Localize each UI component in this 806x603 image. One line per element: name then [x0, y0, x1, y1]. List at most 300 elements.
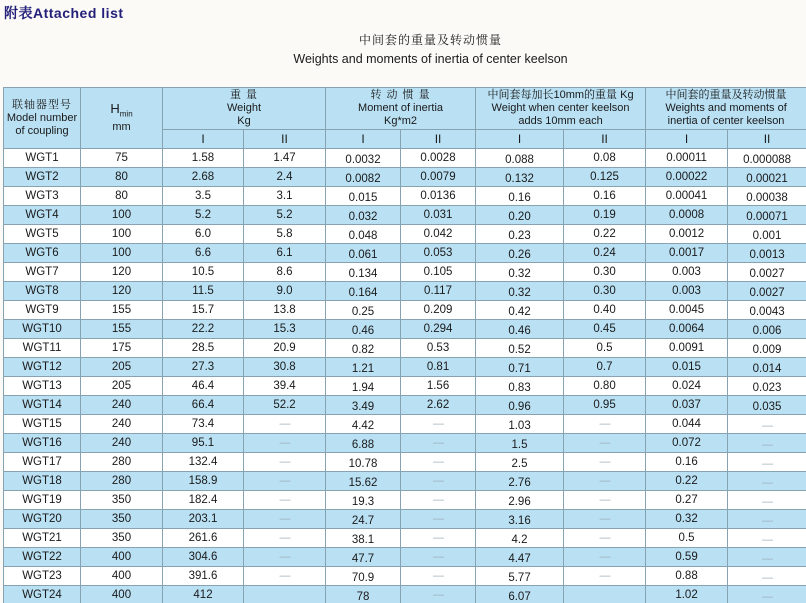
model-cell: WGT1: [4, 149, 81, 168]
tenmm-2-cell: —: [564, 529, 646, 548]
moment-2-cell: 0.053: [401, 244, 476, 263]
weight-2-cell: 3.1: [244, 187, 326, 206]
tenmm-2-cell: —: [564, 567, 646, 586]
weight-2-cell: 13.8: [244, 301, 326, 320]
hmin-cell: 80: [81, 187, 163, 206]
table-title-block: [0, 31, 806, 66]
keelson-1-cell: 0.59: [646, 548, 728, 567]
table-row: [4, 377, 806, 396]
moment-2-cell: —: [401, 491, 476, 510]
header-keelson: [646, 88, 806, 130]
weight-1-cell: 95.1: [163, 434, 244, 453]
moment-2-cell: 2.62: [401, 396, 476, 415]
subheader-tenmm-1: I: [476, 130, 564, 149]
keelson-1-cell: 0.003: [646, 282, 728, 301]
moment-1-cell: 0.164: [326, 282, 401, 301]
table-row: [4, 567, 806, 586]
tenmm-1-cell: 0.26: [476, 244, 564, 263]
header-tenmm-en1: Weight when center keelson: [491, 102, 630, 114]
keelson-1-cell: 1.02: [646, 586, 728, 603]
tenmm-1-cell: 0.32: [476, 263, 564, 282]
moment-1-cell: 15.62: [326, 472, 401, 491]
weight-1-cell: 46.4: [163, 377, 244, 396]
tenmm-1-cell: 2.76: [476, 472, 564, 491]
tenmm-2-cell: 0.5: [564, 339, 646, 358]
moment-1-cell: 24.7: [326, 510, 401, 529]
keelson-2-cell: —: [728, 434, 806, 453]
tenmm-1-cell: 0.42: [476, 301, 564, 320]
keelson-2-cell: 0.006: [728, 320, 806, 339]
table-row: [4, 529, 806, 548]
hmin-cell: 240: [81, 415, 163, 434]
table-row: [4, 168, 806, 187]
keelson-1-cell: 0.0091: [646, 339, 728, 358]
weight-1-cell: 6.0: [163, 225, 244, 244]
moment-1-cell: 0.032: [326, 206, 401, 225]
moment-2-cell: 0.209: [401, 301, 476, 320]
tenmm-2-cell: —: [564, 491, 646, 510]
hmin-cell: 240: [81, 434, 163, 453]
moment-2-cell: 0.042: [401, 225, 476, 244]
table-header: [4, 88, 806, 149]
moment-2-cell: 1.56: [401, 377, 476, 396]
tenmm-1-cell: 1.5: [476, 434, 564, 453]
model-cell: WGT17: [4, 453, 81, 472]
tenmm-2-cell: 0.95: [564, 396, 646, 415]
keelson-2-cell: —: [728, 586, 806, 603]
subheader-moment-2: II: [401, 130, 476, 149]
table-row: [4, 358, 806, 377]
weight-2-cell: 5.8: [244, 225, 326, 244]
tenmm-2-cell: —: [564, 472, 646, 491]
keelson-1-cell: 0.0008: [646, 206, 728, 225]
tenmm-2-cell: —: [564, 434, 646, 453]
weight-2-cell: —: [244, 472, 326, 491]
moment-2-cell: —: [401, 548, 476, 567]
page-title: 附表Attached list: [4, 5, 124, 21]
keelson-1-cell: 0.0064: [646, 320, 728, 339]
weight-1-cell: 27.3: [163, 358, 244, 377]
tenmm-2-cell: 0.40: [564, 301, 646, 320]
weight-1-cell: 66.4: [163, 396, 244, 415]
header-weight-zh: 重 量: [229, 89, 259, 101]
tenmm-1-cell: 0.52: [476, 339, 564, 358]
weight-2-cell: 52.2: [244, 396, 326, 415]
table-row: [4, 339, 806, 358]
header-weight-en: Weight: [226, 102, 262, 114]
tenmm-2-cell: 0.24: [564, 244, 646, 263]
moment-2-cell: —: [401, 453, 476, 472]
model-cell: WGT19: [4, 491, 81, 510]
header-moment-zh: 转 动 惯 量: [370, 89, 431, 101]
keelson-2-cell: —: [728, 491, 806, 510]
keelson-1-cell: 0.16: [646, 453, 728, 472]
weight-1-cell: 28.5: [163, 339, 244, 358]
header-hmin: [81, 88, 163, 149]
header-keelson-zh: 中间套的重量及转动惯量: [665, 89, 787, 101]
moment-1-cell: 6.88: [326, 434, 401, 453]
keelson-2-cell: 0.014: [728, 358, 806, 377]
tenmm-1-cell: 0.132: [476, 168, 564, 187]
weight-2-cell: —: [244, 510, 326, 529]
header-tenmm: [476, 88, 646, 130]
tenmm-1-cell: 5.77: [476, 567, 564, 586]
table-row: [4, 434, 806, 453]
model-cell: WGT9: [4, 301, 81, 320]
keelson-2-cell: —: [728, 510, 806, 529]
moment-2-cell: 0.81: [401, 358, 476, 377]
moment-2-cell: 0.117: [401, 282, 476, 301]
tenmm-2-cell: 0.22: [564, 225, 646, 244]
subheader-weight-2: II: [244, 130, 326, 149]
hmin-cell: 100: [81, 244, 163, 263]
hmin-cell: 75: [81, 149, 163, 168]
keelson-1-cell: 0.00011: [646, 149, 728, 168]
tenmm-1-cell: 2.96: [476, 491, 564, 510]
weight-1-cell: 391.6: [163, 567, 244, 586]
model-cell: WGT24: [4, 586, 81, 603]
keelson-1-cell: 0.0017: [646, 244, 728, 263]
keelson-2-cell: 0.001: [728, 225, 806, 244]
model-cell: WGT16: [4, 434, 81, 453]
tenmm-2-cell: —: [564, 415, 646, 434]
moment-1-cell: 0.048: [326, 225, 401, 244]
keelson-1-cell: 0.072: [646, 434, 728, 453]
model-cell: WGT5: [4, 225, 81, 244]
tenmm-1-cell: 0.16: [476, 187, 564, 206]
model-cell: WGT8: [4, 282, 81, 301]
keelson-2-cell: —: [728, 548, 806, 567]
tenmm-1-cell: 0.96: [476, 396, 564, 415]
hmin-cell: 280: [81, 453, 163, 472]
weight-1-cell: 203.1: [163, 510, 244, 529]
keelson-2-cell: 0.000088: [728, 149, 806, 168]
header-moment: [326, 88, 476, 130]
tenmm-2-cell: 0.80: [564, 377, 646, 396]
header-model: [4, 88, 81, 149]
tenmm-1-cell: 0.83: [476, 377, 564, 396]
keelson-2-cell: —: [728, 415, 806, 434]
tenmm-2-cell: 0.7: [564, 358, 646, 377]
weight-2-cell: 39.4: [244, 377, 326, 396]
moment-1-cell: 19.3: [326, 491, 401, 510]
weight-1-cell: 22.2: [163, 320, 244, 339]
subheader-keelson-2: II: [728, 130, 806, 149]
weight-2-cell: 2.4: [244, 168, 326, 187]
table-title-zh: 中间套的重量及转动惯量: [358, 33, 502, 47]
header-moment-en: Moment of inertia: [358, 102, 444, 114]
keelson-2-cell: 0.035: [728, 396, 806, 415]
keelson-1-cell: 0.27: [646, 491, 728, 510]
weight-1-cell: 158.9: [163, 472, 244, 491]
moment-2-cell: 0.294: [401, 320, 476, 339]
weight-1-cell: 3.5: [163, 187, 244, 206]
weight-2-cell: 9.0: [244, 282, 326, 301]
hmin-cell: 80: [81, 168, 163, 187]
tenmm-1-cell: 3.16: [476, 510, 564, 529]
hmin-cell: 400: [81, 586, 163, 603]
model-cell: WGT6: [4, 244, 81, 263]
moment-1-cell: 0.25: [326, 301, 401, 320]
header-model-en1: Model number: [6, 111, 78, 124]
moment-2-cell: 0.105: [401, 263, 476, 282]
tenmm-2-cell: —: [564, 510, 646, 529]
moment-1-cell: 0.015: [326, 187, 401, 206]
moment-1-cell: 0.134: [326, 263, 401, 282]
weight-1-cell: 261.6: [163, 529, 244, 548]
moment-2-cell: —: [401, 415, 476, 434]
weight-1-cell: 15.7: [163, 301, 244, 320]
weight-1-cell: 5.2: [163, 206, 244, 225]
model-cell: WGT3: [4, 187, 81, 206]
weight-1-cell: 182.4: [163, 491, 244, 510]
weight-2-cell: —: [244, 529, 326, 548]
keelson-2-cell: 0.0043: [728, 301, 806, 320]
table-row: [4, 491, 806, 510]
keelson-2-cell: 0.00071: [728, 206, 806, 225]
weight-1-cell: 10.5: [163, 263, 244, 282]
keelson-2-cell: 0.00021: [728, 168, 806, 187]
tenmm-1-cell: 0.32: [476, 282, 564, 301]
tenmm-2-cell: 0.08: [564, 149, 646, 168]
tenmm-2-cell: 0.125: [564, 168, 646, 187]
table-row: [4, 187, 806, 206]
tenmm-1-cell: 0.23: [476, 225, 564, 244]
moment-1-cell: 47.7: [326, 548, 401, 567]
tenmm-2-cell: —: [564, 548, 646, 567]
tenmm-2-cell: 0.45: [564, 320, 646, 339]
tenmm-2-cell: 0.30: [564, 263, 646, 282]
keelson-1-cell: 0.5: [646, 529, 728, 548]
hmin-cell: 350: [81, 510, 163, 529]
moment-1-cell: 1.94: [326, 377, 401, 396]
weight-2-cell: 15.3: [244, 320, 326, 339]
model-cell: WGT10: [4, 320, 81, 339]
header-group-row: [4, 88, 806, 130]
h-unit: mm: [112, 120, 131, 133]
moment-1-cell: 78: [326, 586, 401, 603]
header-moment-unit: Kg*m2: [384, 115, 418, 127]
keelson-1-cell: 0.00022: [646, 168, 728, 187]
weight-1-cell: 73.4: [163, 415, 244, 434]
moment-1-cell: 0.46: [326, 320, 401, 339]
hmin-cell: 175: [81, 339, 163, 358]
model-cell: WGT12: [4, 358, 81, 377]
header-model-zh: 联轴器型号: [12, 98, 72, 111]
tenmm-2-cell: —: [564, 453, 646, 472]
keelson-1-cell: 0.044: [646, 415, 728, 434]
weight-1-cell: 11.5: [163, 282, 244, 301]
hmin-cell: 350: [81, 529, 163, 548]
weight-2-cell: 8.6: [244, 263, 326, 282]
header-weight: [163, 88, 326, 130]
model-cell: WGT7: [4, 263, 81, 282]
weight-2-cell: 1.47: [244, 149, 326, 168]
h-subscript: min: [119, 109, 133, 119]
moment-1-cell: 3.49: [326, 396, 401, 415]
weight-2-cell: —: [244, 491, 326, 510]
tenmm-2-cell: 0.19: [564, 206, 646, 225]
model-cell: WGT14: [4, 396, 81, 415]
moment-2-cell: —: [401, 567, 476, 586]
keelson-2-cell: 0.0027: [728, 282, 806, 301]
tenmm-1-cell: 4.2: [476, 529, 564, 548]
subheader-tenmm-2: II: [564, 130, 646, 149]
moment-1-cell: 10.78: [326, 453, 401, 472]
weight-2-cell: 30.8: [244, 358, 326, 377]
keelson-2-cell: 0.0027: [728, 263, 806, 282]
header-tenmm-zh: 中间套每加长10mm的重量 Kg: [487, 89, 634, 101]
hmin-cell: 400: [81, 567, 163, 586]
tenmm-1-cell: 0.71: [476, 358, 564, 377]
moment-2-cell: —: [401, 434, 476, 453]
hmin-cell: 280: [81, 472, 163, 491]
h-symbol: H: [110, 101, 120, 117]
keelson-2-cell: —: [728, 453, 806, 472]
header-keelson-en1: Weights and moments of: [665, 102, 787, 114]
hmin-cell: 120: [81, 282, 163, 301]
weight-1-cell: 132.4: [163, 453, 244, 472]
subheader-keelson-1: I: [646, 130, 728, 149]
hmin-cell: 350: [81, 491, 163, 510]
hmin-cell: 400: [81, 548, 163, 567]
keelson-1-cell: 0.22: [646, 472, 728, 491]
table-row: [4, 263, 806, 282]
keelson-1-cell: 0.88: [646, 567, 728, 586]
model-cell: WGT15: [4, 415, 81, 434]
moment-2-cell: —: [401, 529, 476, 548]
moment-1-cell: 4.42: [326, 415, 401, 434]
weight-1-cell: 304.6: [163, 548, 244, 567]
keelson-2-cell: —: [728, 472, 806, 491]
model-cell: WGT22: [4, 548, 81, 567]
moment-2-cell: 0.0079: [401, 168, 476, 187]
table-row: [4, 244, 806, 263]
keelson-1-cell: 0.0012: [646, 225, 728, 244]
table-row: [4, 453, 806, 472]
keelson-2-cell: 0.00038: [728, 187, 806, 206]
keelson-1-cell: 0.037: [646, 396, 728, 415]
moment-1-cell: 70.9: [326, 567, 401, 586]
tenmm-1-cell: 0.20: [476, 206, 564, 225]
weight-2-cell: —: [244, 567, 326, 586]
tenmm-1-cell: 6.07: [476, 586, 564, 603]
model-cell: WGT20: [4, 510, 81, 529]
table-row: [4, 225, 806, 244]
tenmm-2-cell: 0.30: [564, 282, 646, 301]
tenmm-1-cell: 4.47: [476, 548, 564, 567]
model-cell: WGT13: [4, 377, 81, 396]
tenmm-1-cell: 2.5: [476, 453, 564, 472]
moment-2-cell: —: [401, 586, 476, 603]
weight-1-cell: 1.58: [163, 149, 244, 168]
tenmm-2-cell: 0.16: [564, 187, 646, 206]
moment-1-cell: 0.0032: [326, 149, 401, 168]
moment-2-cell: —: [401, 510, 476, 529]
table-row: [4, 301, 806, 320]
keelson-1-cell: 0.024: [646, 377, 728, 396]
weight-1-cell: 2.68: [163, 168, 244, 187]
table-row: [4, 206, 806, 225]
weight-2-cell: —: [244, 434, 326, 453]
moment-2-cell: 0.53: [401, 339, 476, 358]
header-weight-unit: Kg: [237, 115, 251, 127]
model-cell: WGT2: [4, 168, 81, 187]
table-title-en: Weights and moments of inertia of center keelson: [293, 52, 568, 66]
spec-table: [3, 87, 806, 603]
table-row: [4, 282, 806, 301]
moment-2-cell: —: [401, 472, 476, 491]
weight-2-cell: 6.1: [244, 244, 326, 263]
weight-2-cell: [244, 586, 326, 603]
header-tenmm-en2: adds 10mm each: [518, 115, 603, 127]
hmin-cell: 100: [81, 206, 163, 225]
keelson-2-cell: 0.023: [728, 377, 806, 396]
moment-1-cell: 0.061: [326, 244, 401, 263]
weight-2-cell: —: [244, 415, 326, 434]
tenmm-1-cell: 0.088: [476, 149, 564, 168]
table-row: [4, 320, 806, 339]
moment-1-cell: 1.21: [326, 358, 401, 377]
weight-1-cell: 6.6: [163, 244, 244, 263]
moment-1-cell: 0.82: [326, 339, 401, 358]
moment-2-cell: 0.031: [401, 206, 476, 225]
header-keelson-en2: inertia of center keelson: [667, 115, 785, 127]
subheader-weight-1: I: [163, 130, 244, 149]
hmin-cell: 155: [81, 320, 163, 339]
header-model-en2: of coupling: [15, 124, 69, 137]
model-cell: WGT11: [4, 339, 81, 358]
hmin-cell: 155: [81, 301, 163, 320]
hmin-cell: 100: [81, 225, 163, 244]
weight-2-cell: —: [244, 453, 326, 472]
model-cell: WGT23: [4, 567, 81, 586]
tenmm-1-cell: 0.46: [476, 320, 564, 339]
keelson-1-cell: 0.003: [646, 263, 728, 282]
keelson-1-cell: 0.32: [646, 510, 728, 529]
weight-2-cell: 5.2: [244, 206, 326, 225]
moment-1-cell: 0.0082: [326, 168, 401, 187]
table-row: [4, 472, 806, 491]
table-body: [4, 149, 806, 603]
table-row: [4, 415, 806, 434]
moment-1-cell: 38.1: [326, 529, 401, 548]
weight-2-cell: —: [244, 548, 326, 567]
table-row: [4, 149, 806, 168]
weight-2-cell: 20.9: [244, 339, 326, 358]
keelson-1-cell: 0.0045: [646, 301, 728, 320]
table-row: [4, 586, 806, 603]
keelson-1-cell: 0.015: [646, 358, 728, 377]
hmin-cell: 240: [81, 396, 163, 415]
keelson-2-cell: 0.0013: [728, 244, 806, 263]
tenmm-2-cell: [564, 586, 646, 603]
hmin-cell: 205: [81, 377, 163, 396]
moment-2-cell: 0.0136: [401, 187, 476, 206]
model-cell: WGT21: [4, 529, 81, 548]
moment-2-cell: 0.0028: [401, 149, 476, 168]
tenmm-1-cell: 1.03: [476, 415, 564, 434]
keelson-1-cell: 0.00041: [646, 187, 728, 206]
keelson-2-cell: —: [728, 567, 806, 586]
table-row: [4, 396, 806, 415]
keelson-2-cell: 0.009: [728, 339, 806, 358]
model-cell: WGT4: [4, 206, 81, 225]
subheader-moment-1: I: [326, 130, 401, 149]
hmin-cell: 205: [81, 358, 163, 377]
table-row: [4, 548, 806, 567]
weight-1-cell: 412: [163, 586, 244, 603]
